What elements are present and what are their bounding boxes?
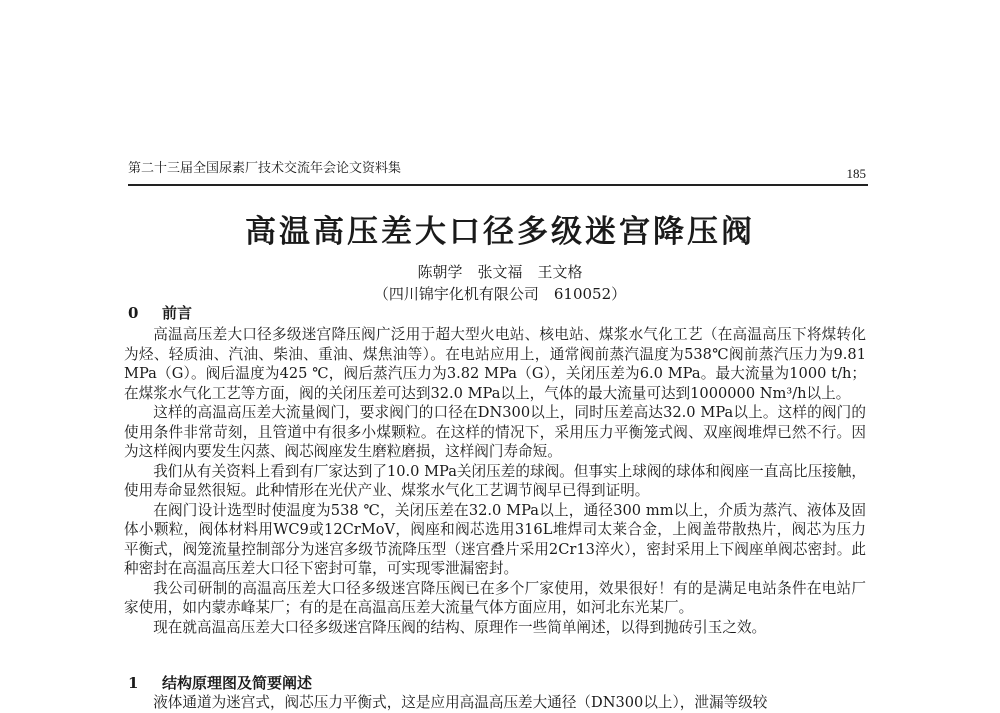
section-heading-structure [128,673,312,693]
paragraph: 高温高压差大口径多级迷宫降压阀广泛用于超大型火电站、核电站、煤浆水气化工艺（在高温高压下将煤转化为烃、轻质油、汽油、柴油、重油、煤焦油等）。在电站应用上，通常阀前蒸汽温度为538℃阀前蒸汽压力为9.81 MPa（G）。阀后温度为425 ℃，阀后蒸汽压力为3.82 MPa（G），关闭压差为6.0 MPa。最大流量为1000 t/h；在煤浆水气化工艺等方面，阀的关闭压差可达到32.0 MPa以上，气体的最大流量可达到1000000 Nm³/h以上。 [124,326,866,402]
section-heading-preface [128,303,192,323]
body-text [124,325,866,637]
header-rule [128,184,868,186]
section-title: 前言 [162,304,193,322]
paragraph: 在阀门设计选型时使温度为538 ℃，关闭压差在32.0 MPa以上，通径300 mm以上，介质为蒸汽、液体及固体小颗粒，阀体材料用WC9或12CrMoV，阀座和阀芯选用316L堆焊司太莱合金，上阀盖带散热片，阀芯为压力平衡式，阀笼流量控制部分为迷宫多级节流降压型（迷宫叠片采用2Cr13淬火），密封采用上下阀座单阀芯密封。此种密封在高温高压差大口径下密封可靠，可实现零泄漏密封。 [124,501,866,577]
paragraph: 这样的高温高压差大流量阀门，要求阀门的口径在DN300以上，同时压差高达32.0 MPa以上。这样的阀门的使用条件非常苛刻，且管道中有很多小煤颗粒。在这样的情况下，采用压力平衡笼式阀、双座阀堆焊已然不行。因为这样阀内要发生闪蒸、阀芯阀座发生磨粒磨损，这样阀门寿命短。 [124,404,866,460]
paragraph: 我公司研制的高温高压差大口径多级迷宫降压阀已在多个厂家使用，效果很好！有的是满足电站条件在电站厂家使用，如内蒙赤峰某厂；有的是在高温高压差大流量气体方面应用，如河北东光某厂。 [124,579,866,616]
affiliation: （四川锦宇化机有限公司 610052） [373,285,627,303]
truncated-text-line: 液体通道为迷宫式，阀芯压力平衡式，这是应用高温高压差大通径（DN300以上），泄漏等级较 [153,694,768,711]
page-number: 185 [846,166,866,181]
running-title: 第二十三届全国尿素厂技术交流年会论文资料集 [128,161,402,176]
paper-title: 高温高压差大口径多级迷宫降压阀 [245,214,755,250]
paragraph: 现在就高温高压差大口径多级迷宫降压阀的结构、原理作一些简单阐述，以得到抛砖引玉之效。 [153,618,767,636]
author-list: 陈朝学 张文福 王文格 [417,263,583,281]
section-title: 结构原理图及简要阐述 [162,674,313,692]
paragraph: 我们从有关资料上看到有厂家达到了10.0 MPa关闭压差的球阀。但事实上球阀的球体和阀座一直高比压接触，使用寿命显然很短。此种情形在光伏产业、煤浆水气化工艺调节阀早已得到证明。 [124,462,866,499]
section-number: 1 [128,674,139,692]
section-number: 0 [128,304,139,322]
running-header [128,160,866,181]
